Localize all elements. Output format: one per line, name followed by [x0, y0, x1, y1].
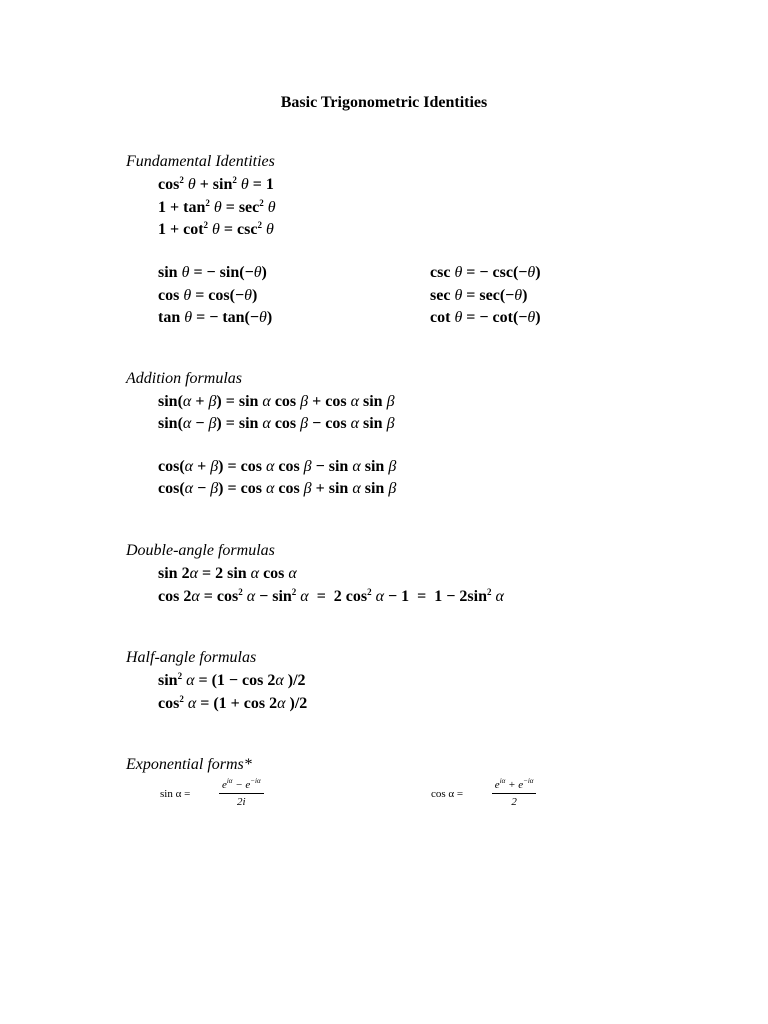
exponential-sin-formula	[160, 779, 288, 808]
exponential-cos-formula	[431, 779, 561, 808]
identity-parity-cot: cot θ = − cot(−θ)	[430, 309, 541, 326]
addition-cos-plus: cos(α + β) = cos α cos β − sin α sin β	[158, 458, 397, 475]
double-cos: $\cos 2\alpha = \cos^2 \alpha - \sin^2 \alpha = 2$ $\cos^2 \alpha - 1 = 1 - 2\sin^2$ α	[158, 587, 504, 605]
exponential-heading: Exponential forms*	[126, 756, 252, 773]
identity-parity-tan: tan θ = − tan(−θ)	[158, 309, 273, 326]
half-cos: $\cos^2 \alpha = (1 + \cos 2\alpha$ )/2	[158, 694, 308, 712]
identity-pythag-3: $1 + \cot^2 \theta = \csc^2 \theta$	[158, 220, 274, 238]
double-sin: sin 2α = 2 sin α cos α	[158, 565, 297, 582]
exp-cos-lhs: cos α =	[431, 787, 464, 800]
half-heading: Half-angle formulas	[126, 649, 257, 666]
exp-sin-numerator: $e^{i\alpha} - e^{-i\alpha}$	[219, 779, 264, 794]
addition-sin-minus: sin(α − β) = sin α cos β − cos α sin β	[158, 415, 395, 432]
addition-heading: Addition formulas	[126, 370, 243, 387]
page-title: Basic Trigonometric Identities	[280, 94, 488, 111]
identity-parity-cos: cos θ = cos(−θ)	[158, 287, 258, 304]
identity-parity-csc: csc θ = − csc(−θ)	[430, 264, 541, 281]
exp-sin-denominator: 2i	[237, 796, 246, 808]
identity-parity-sec: sec θ = sec(−θ)	[430, 287, 528, 304]
addition-sin-plus: sin(α + β) = sin α cos β + cos α sin β	[158, 393, 395, 410]
exp-cos-fraction	[467, 779, 561, 808]
fundamental-heading: Fundamental Identities	[126, 153, 275, 170]
exp-sin-fraction	[194, 779, 288, 808]
double-heading: Double-angle formulas	[126, 542, 275, 559]
addition-cos-minus: cos(α − β) = cos α cos β + sin α sin β	[158, 480, 397, 497]
half-sin: $\sin^2 \alpha = (1 - \cos 2\alpha$ )/2	[158, 671, 306, 689]
exp-cos-numerator: $e^{i\alpha} + e^{-i\alpha}$	[492, 779, 537, 794]
exp-sin-lhs: sin α =	[160, 787, 191, 800]
identity-parity-sin: sin θ = − sin(−θ)	[158, 264, 267, 281]
exp-cos-denominator: 2	[511, 796, 517, 808]
identity-pythag-1: $\cos^2 \theta + \sin^2 \theta = 1$	[158, 175, 274, 193]
identity-pythag-2: $1 + \tan^2 \theta = \sec^2 \theta$	[158, 198, 276, 216]
